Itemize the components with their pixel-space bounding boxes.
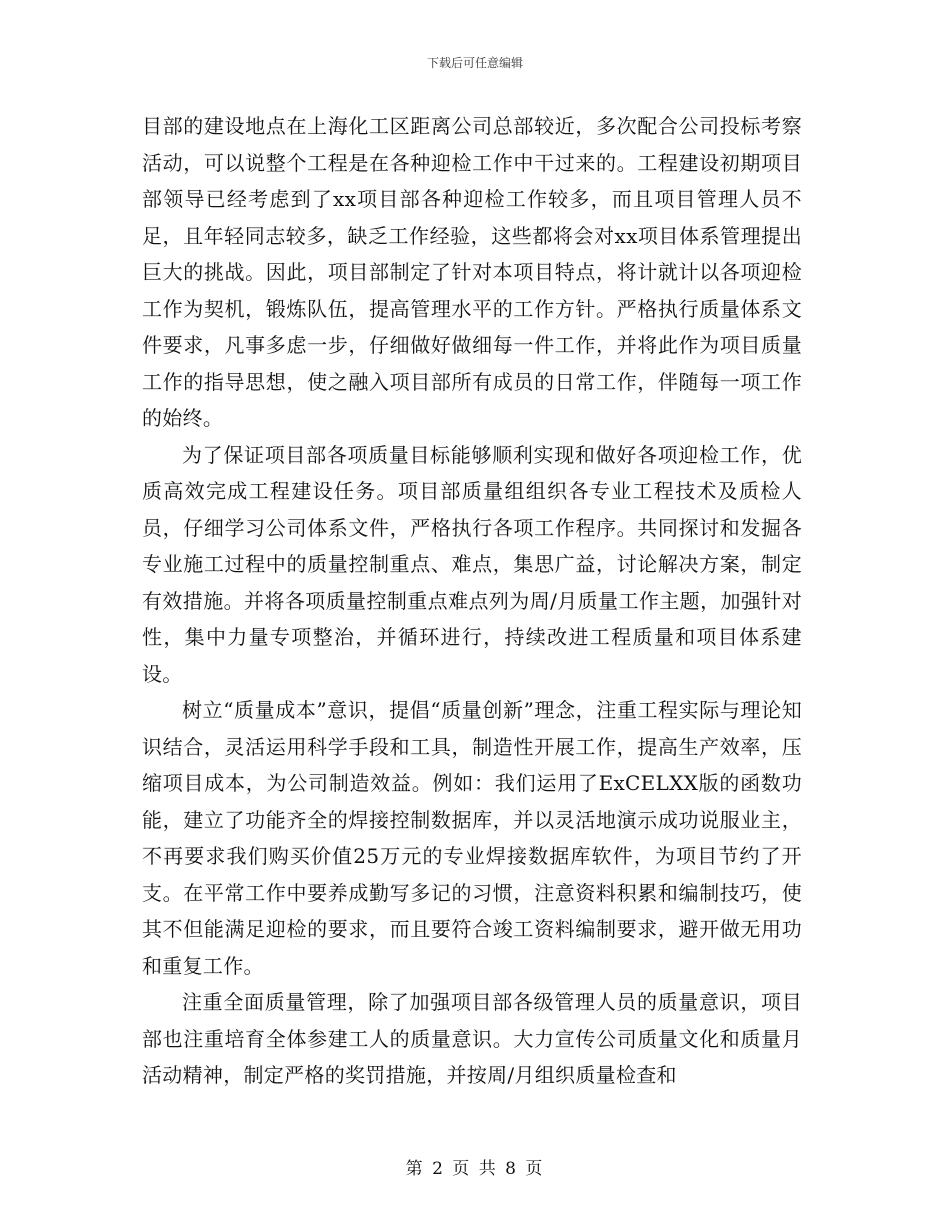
paragraph-3: 树立“质量成本”意识，提倡“质量创新”理念，注重工程实际与理论知识结合，灵活运用科学手段和工具，制造性开展工作，提高生产效率，压缩项目成本，为公司制造效益。例如：我们运用了ExCELXX版的函数功能，建立了功能齐全的焊接控制数据库，并以灵活地演示成功说服业主，不再要求我们购买价值25万元的专业焊接数据库软件，为项目节约了开支。在平常工作中要养成勤写多记的习惯，注意资料积累和编制技巧，使其不但能满足迎检的要求，而且要符合竣工资料编制要求，避开做无用功和重复工作。 xyxy=(142,698,802,978)
page-number-footer: 第 2 页 共 8 页 xyxy=(405,1159,545,1179)
paragraph-2: 为了保证项目部各项质量目标能够顺利实现和做好各项迎检工作，优质高效完成工程建设任务。项目部质量组组织各专业工程技术及质检人员，仔细学习公司体系文件，严格执行各项工作程序。共同探讨和发掘各专业施工过程中的质量控制重点、难点，集思广益，讨论解决方案，制定有效措施。并将各项质量控制重点难点列为周/月质量工作主题，加强针对性，集中力量专项整治，并循环进行，持续改进工程质量和项目体系建设。 xyxy=(142,442,802,686)
page-header-note: 下载后可任意编辑 xyxy=(426,56,523,70)
paragraph-1: 目部的建设地点在上海化工区距离公司总部较近，多次配合公司投标考察活动，可以说整个工程是在各种迎检工作中干过来的。工程建设初期项目部领导已经考虑到了xx项目部各种迎检工作较多，而且项目管理人员不足，且年轻同志较多，缺乏工作经验，这些都将会对xx项目体系管理提出巨大的挑战。因此，项目部制定了针对本项目特点，将计就计以各项迎检工作为契机，锻炼队伍，提高管理水平的工作方针。严格执行质量体系文件要求，凡事多虑一步，仔细做好做细每一件工作，并将此作为项目质量工作的指导思想，使之融入项目部所有成员的日常工作，伴随每一项工作的始终。 xyxy=(142,114,802,430)
document-body xyxy=(142,108,802,1094)
paragraph-4: 注重全面质量管理，除了加强项目部各级管理人员的质量意识，项目部也注重培育全体参建工人的质量意识。大力宣传公司质量文化和质量月活动精神，制定严格的奖罚措施，并按周/月组织质量检查和 xyxy=(142,990,802,1087)
